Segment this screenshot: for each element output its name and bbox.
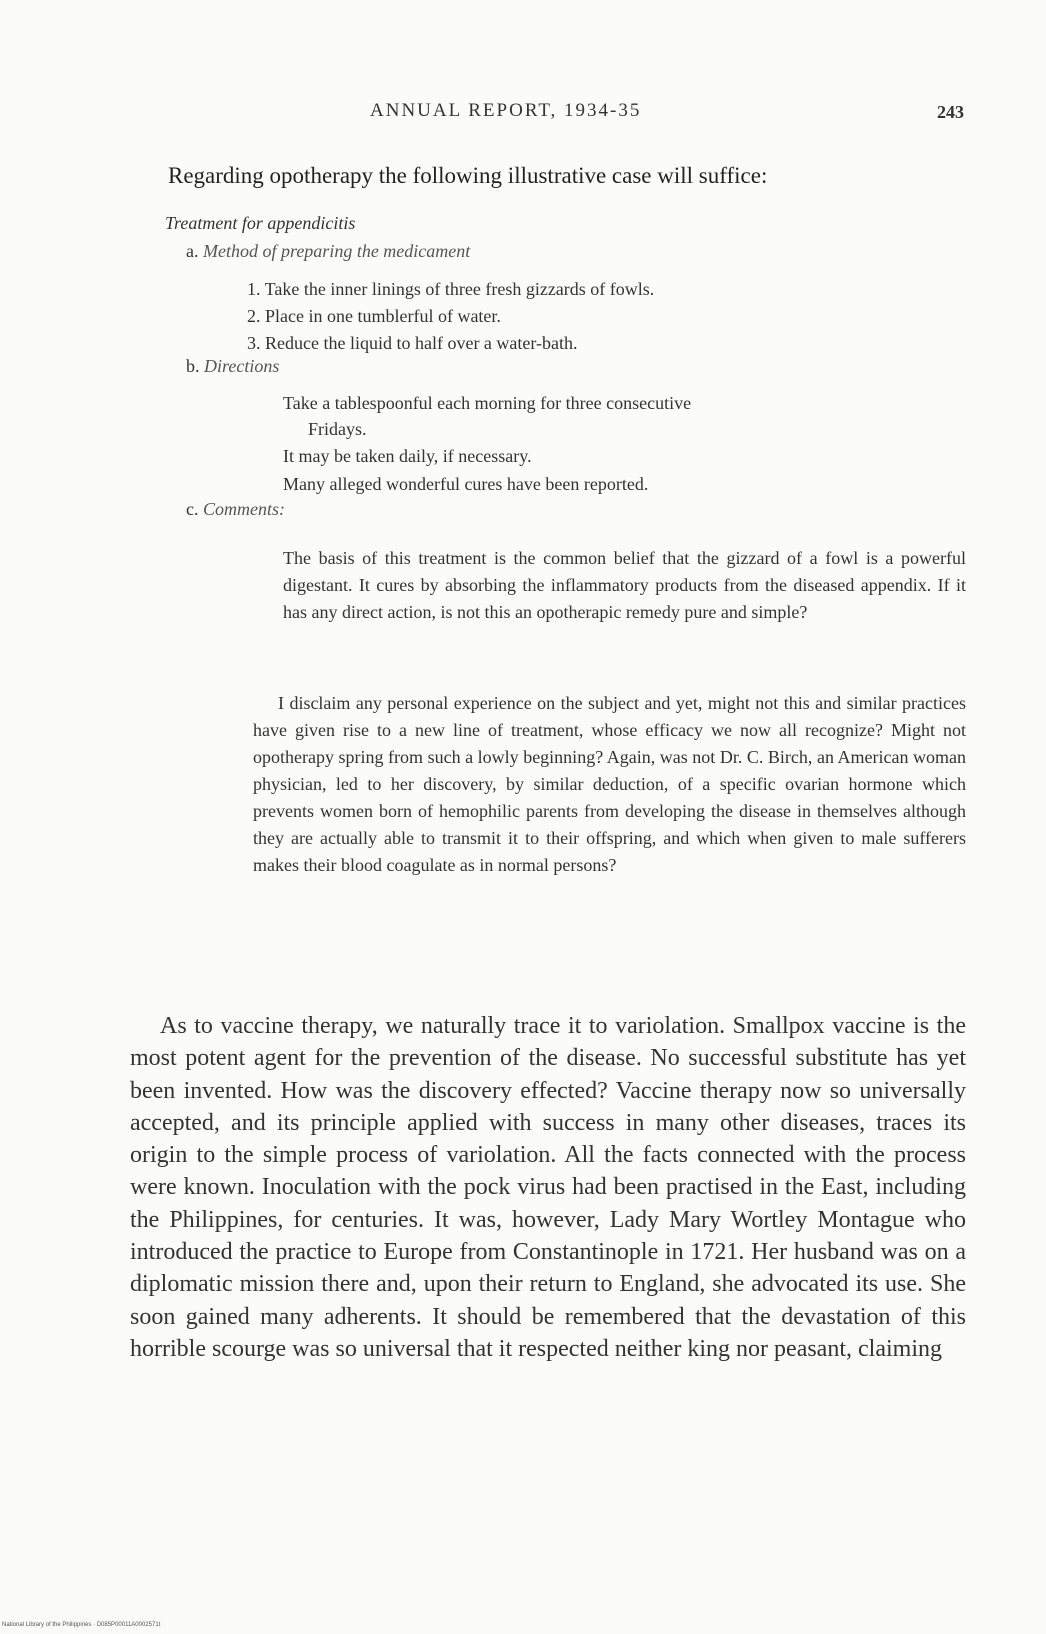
archive-footer: National Library of the Philippines · D085P00011A0002571t <box>2 1622 161 1628</box>
section-b-heading <box>186 353 279 380</box>
directions-line-1-cont: Fridays. <box>308 419 367 439</box>
section-b-label: b. <box>186 356 200 376</box>
comment-paragraph-1: The basis of this treatment is the common belief that the gizzard of a fowl is a powerful digestant. It cures by absorbing the inflammatory products from the diseased appendix. If it has any direct action, is not this an opotherapic remedy pure and simple? <box>283 548 966 622</box>
running-head-title: ANNUAL REPORT, 1934-35 <box>370 100 642 121</box>
section-a-title: Method of preparing the medicament <box>203 241 471 261</box>
section-a-label: a. <box>186 241 199 261</box>
running-head <box>0 100 1046 130</box>
page-number: 243 <box>937 102 964 122</box>
section-b-title: Directions <box>204 356 280 376</box>
comment-paragraph-2: I disclaim any personal experience on the subject and yet, might not this and similar practices have given rise to a new line of treatment, whose efficacy we now all recognize? Might not opotherapy spring from such a lowly beginning? Again, was not Dr. C. Birch, an American woman physician, led to her discovery, by similar deduction, of a specific ovarian hormone which prevents women born of hemophilic parents from developing the disease in themselves although they are actually able to transmit it to their offspring, and which when given to male sufferers makes their blood coagulate as in normal persons? <box>253 693 966 875</box>
step-3: 3. Reduce the liquid to half over a water-bath. <box>247 333 578 353</box>
section-a-heading <box>186 238 470 265</box>
step-1: 1. Take the inner linings of three fresh gizzards of fowls. <box>247 279 655 299</box>
directions-line-1: Take a tablespoonful each morning for three consecutive <box>283 393 692 413</box>
section-c-label: c. <box>186 499 199 519</box>
section-c-heading <box>186 496 285 523</box>
step-2: 2. Place in one tumblerful of water. <box>247 306 501 326</box>
body-paragraph: As to vaccine therapy, we naturally trace it to variolation. Smallpox vaccine is the most potent agent for the prevention of the disease. No successful substitute has yet been invented. How was the discovery effected? Vaccine therapy now so universally accepted, and its principle applied with success in many other diseases, traces its origin to the simple process of variolation. All the facts connected with the process were known. Inoculation with the pock virus had been practised in the East, including the Philippines, for centuries. It was, however, Lady Mary Wortley Montague who introduced the practice to Europe from Constantinople in 1721. Her husband was on a diplomatic mission there and, upon their return to England, she advocated its use. She soon gained many adherents. It should be remembered that the devastation of this horrible scourge was so universal that it respected neither king nor peasant, claiming <box>130 1013 966 1362</box>
treatment-heading: Treatment for appendicitis <box>165 213 356 233</box>
section-c-title: Comments: <box>203 499 285 519</box>
directions-line-2: It may be taken daily, if necessary. <box>283 446 532 466</box>
intro-paragraph: Regarding opotherapy the following illustrative case will suffice: <box>168 163 768 188</box>
directions-line-3: Many alleged wonderful cures have been reported. <box>283 474 649 494</box>
